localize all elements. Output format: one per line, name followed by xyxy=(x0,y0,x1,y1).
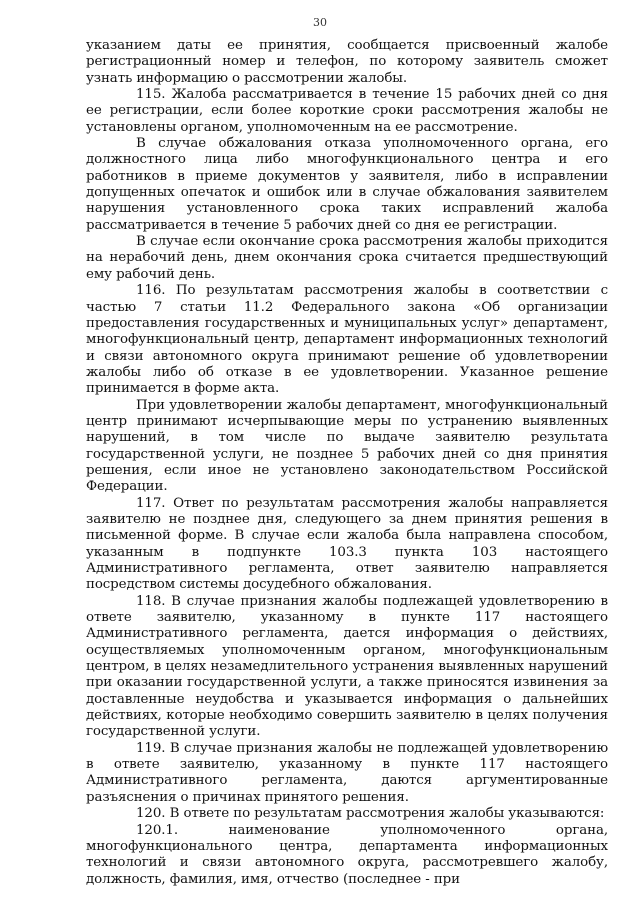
paragraph-115: 115. Жалоба рассматривается в течение 15 рабочих дней со дня ее регистрации, если более короткие сроки рассмотрения жалобы не установлены органом, уполномоченным на ее рассмотрение. xyxy=(86,87,608,135)
paragraph-116-satisfaction: При удовлетворении жалобы департамент, многофункциональный центр принимают исчерпывающие меры по устранению выявленных нарушений, в том числе по выдаче заявителю результата государственной услуги, не позднее 5 рабочих дней со дня принятия решения, если иное не установлено законодательством Российской Федерации. xyxy=(86,397,608,495)
paragraph-118: 118. В случае признания жалобы подлежащей удовлетворению в ответе заявителю, указанному в пункте 117 настоящего Административного регламента, дается информация о действиях, осуществляемых уполномоченным органом, многофункциональным центром, в целях незамедлительного устранения выявленных нарушений при оказании государственной услуги, а также приносятся извинения за доставленные неудобства и указывается информация о дальнейших действиях, которые необходимо совершить заявителю в целях получения государственной услуги. xyxy=(86,593,608,740)
paragraph-117: 117. Ответ по результатам рассмотрения жалобы направляется заявителю не позднее дня, следующего за днем принятия решения в письменной форме. В случае если жалоба была направлена способом, указанным в подпункте 103.3 пункта 103 настоящего Административного регламента, ответ заявителю направляется посредством системы досудебного обжалования. xyxy=(86,495,608,593)
paragraph-115-nonworking-day: В случае если окончание срока рассмотрения жалобы приходится на нерабочий день, днем окончания срока считается предшествующий ему рабочий день. xyxy=(86,234,608,282)
paragraph-120-1: 120.1. наименование уполномоченного органа, многофункционального центра, департамента информационных технологий и связи автономного округа, рассмотревшего жалобу, должность, фамилия, имя, отчество (последнее - при xyxy=(86,822,608,887)
paragraph-119: 119. В случае признания жалобы не подлежащей удовлетворению в ответе заявителю, указанному в пункте 117 настоящего Административного регламента, даются аргументированные разъяснения о причинах принятого решения. xyxy=(86,740,608,805)
paragraph-continuation: указанием даты ее принятия, сообщается присвоенный жалобе регистрационный номер и телефон, по которому заявитель сможет узнать информацию о рассмотрении жалобы. xyxy=(86,38,608,86)
document-body xyxy=(86,38,608,888)
page-number: 30 xyxy=(313,16,327,29)
paragraph-116: 116. По результатам рассмотрения жалобы в соответствии с частью 7 статьи 11.2 Федерального закона «Об организации предоставления государственных и муниципальных услуг» департамент, многофункциональный центр, департамент информационных технологий и связи автономного округа принимают решение об удовлетворении жалобы либо об отказе в ее удовлетворении. Указанное решение принимается в форме акта. xyxy=(86,283,608,397)
paragraph-115-appeal-refusal: В случае обжалования отказа уполномоченного органа, его должностного лица либо многофункционального центра и его работников в приеме документов у заявителя, либо в исправлении допущенных опечаток и ошибок или в случае обжалования заявителем нарушения установленного срока таких исправлений жалоба рассматривается в течение 5 рабочих дней со дня ее регистрации. xyxy=(86,136,608,233)
paragraph-120: 120. В ответе по результатам рассмотрения жалобы указываются: xyxy=(136,806,605,822)
